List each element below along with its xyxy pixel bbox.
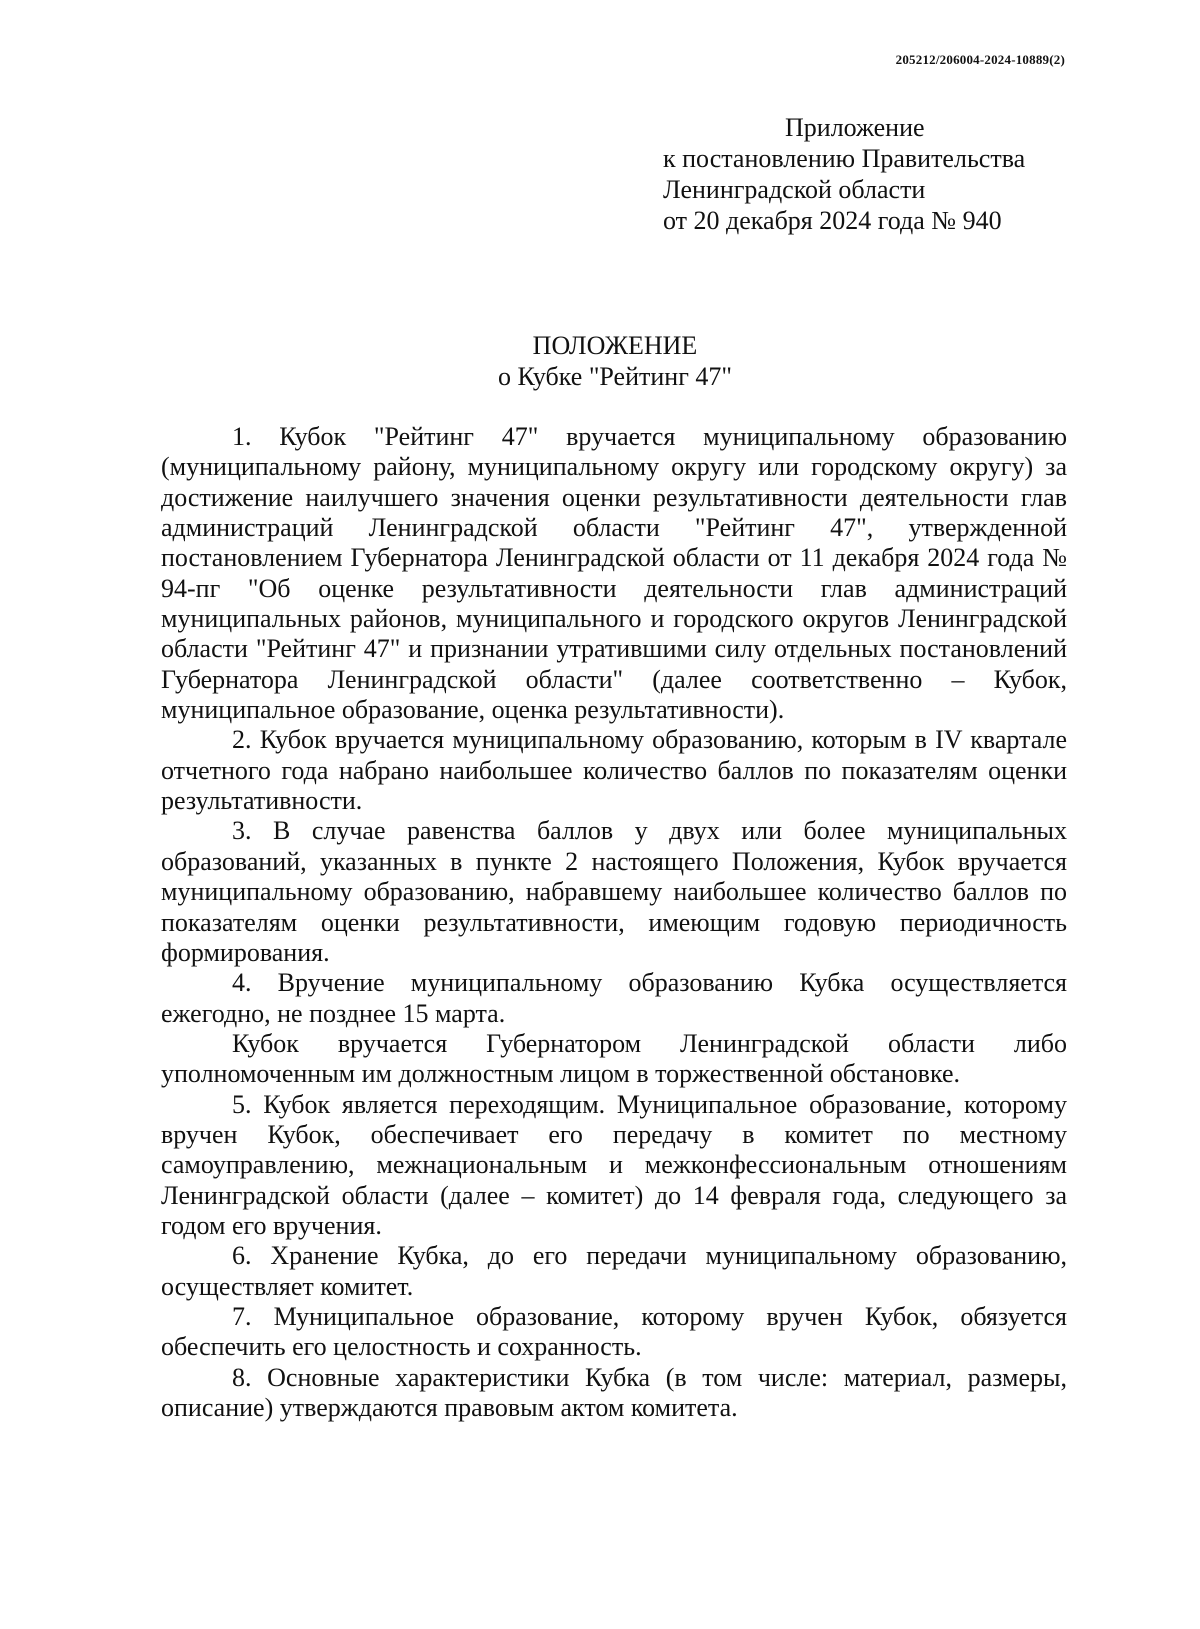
appendix-block	[663, 112, 1025, 236]
paragraph-1: 1. Кубок "Рейтинг 47" вручается муниципальному образованию (муниципальному району, муниципальному округу или городскому округу) за достижение наилучшего значения оценки результативности деятельности глав администраций Ленинградской области "Рейтинг 47", утвержденной постановлением Губернатора Ленинградской области от 11 декабря 2024 года № 94-пг "Об оценке результативности деятельности глав администраций муниципальных районов, муниципального и городского округов Ленинградской области "Рейтинг 47" и признании утратившими силу отдельных постановлений Губернатора Ленинградской области" (далее соответственно – Кубок, муниципальное образование, оценка результативности).	[161, 422, 1067, 725]
paragraph-3: 3. В случае равенства баллов у двух или более муниципальных образований, указанных в пункте 2 настоящего Положения, Кубок вручается муниципальному образованию, набравшему наибольшее количество баллов по показателям оценки результативности, имеющим годовую периодичность формирования.	[161, 816, 1067, 967]
paragraph-2: 2. Кубок вручается муниципальному образованию, которым в IV квартале отчетного года набрано наибольшее количество баллов по показателям оценки результативности.	[161, 725, 1067, 816]
paragraph-4-continued: Кубок вручается Губернатором Ленинградской области либо уполномоченным им должностным лицом в торжественной обстановке.	[161, 1028, 1067, 1089]
paragraph-8: 8. Основные характеристики Кубка (в том числе: материал, размеры, описание) утверждаются правовым актом комитета.	[161, 1362, 1067, 1422]
paragraph-5: 5. Кубок является переходящим. Муниципальное образование, которому вручен Кубок, обеспечивает его передачу в комитет по местному самоуправлению, межнациональным и межконфессиональным отношениям Ленинградской области (далее – комитет) до 14 февраля года, следующего за годом его вручения.	[161, 1089, 1067, 1240]
document-number: 205212/206004-2024-10889(2)	[895, 52, 1065, 67]
document-body	[161, 422, 1067, 1423]
appendix-line: Ленинградской области	[663, 175, 926, 204]
appendix-title: Приложение	[785, 113, 925, 142]
document-title: ПОЛОЖЕНИЕ	[532, 331, 698, 360]
paragraph-4: 4. Вручение муниципальному образованию Кубка осуществляется ежегодно, не позднее 15 марта.	[161, 968, 1067, 1028]
appendix-line: к постановлению Правительства	[663, 144, 1026, 173]
document-subtitle: о Кубке "Рейтинг 47"	[498, 362, 732, 391]
document-heading	[0, 330, 1200, 392]
paragraph-7: 7. Муниципальное образование, которому вручен Кубок, обязуется обеспечить его целостность и сохранность.	[161, 1301, 1067, 1362]
paragraph-6: 6. Хранение Кубка, до его передачи муниципальному образованию, осуществляет комитет.	[161, 1241, 1067, 1301]
appendix-line: от 20 декабря 2024 года № 940	[663, 206, 1002, 235]
